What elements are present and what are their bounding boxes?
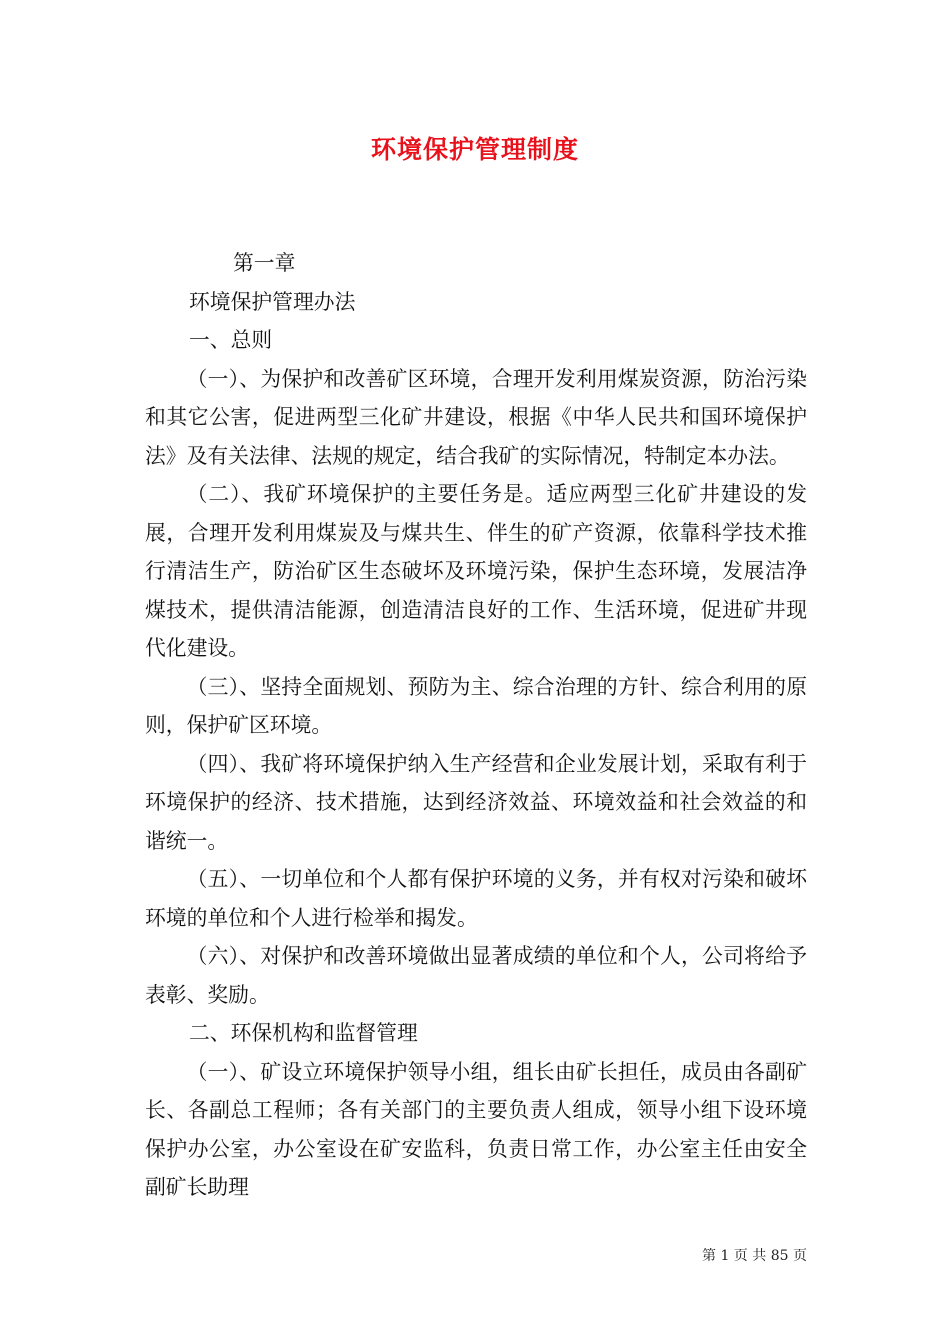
heading-general: 一、总则	[189, 328, 273, 352]
paragraph: （一）、为保护和改善矿区环境，合理开发利用煤炭资源，防治污染和其它公害，促进两型三化矿井建设，根据《中华人民共和国环境保护法》及有关法律、法规的规定，结合我矿的实际情况，特制定本办法。	[145, 366, 807, 468]
document-body	[145, 244, 807, 1207]
chapter-label: 第一章	[233, 251, 296, 275]
heading-organization: 二、环保机构和监督管理	[189, 1021, 418, 1045]
paragraph: （一）、矿设立环境保护领导小组，组长由矿长担任，成员由各副矿长、各副总工程师；各有关部门的主要负责人组成，领导小组下设环境保护办公室，办公室设在矿安监科，负责日常工作，办公室主任由安全副矿长助理	[145, 1059, 807, 1199]
section-title: 环境保护管理办法	[189, 289, 356, 314]
paragraph: （五）、一切单位和个人都有保护环境的义务，并有权对污染和破坏环境的单位和个人进行检举和揭发。	[145, 867, 807, 930]
page-number: 第 1 页 共 85 页	[702, 1248, 807, 1264]
paragraph: （四）、我矿将环境保护纳入生产经营和企业发展计划，采取有利于环境保护的经济、技术措施，达到经济效益、环境效益和社会效益的和谐统一。	[145, 751, 807, 853]
paragraph: （二）、我矿环境保护的主要任务是。适应两型三化矿井建设的发展，合理开发利用煤炭及与煤共生、伴生的矿产资源，依靠科学技术推行清洁生产，防治矿区生态破坏及环境污染，保护生态环境，发展洁净煤技术，提供清洁能源，创造清洁良好的工作、生活环境，促进矿井现代化建设。	[145, 482, 807, 660]
paragraph: （六）、对保护和改善环境做出显著成绩的单位和个人，公司将给予表彰、奖励。	[145, 944, 807, 1007]
paragraph: （三）、坚持全面规划、预防为主、综合治理的方针、综合利用的原则，保护矿区环境。	[145, 674, 807, 737]
document-title: 环境保护管理制度	[370, 135, 579, 164]
